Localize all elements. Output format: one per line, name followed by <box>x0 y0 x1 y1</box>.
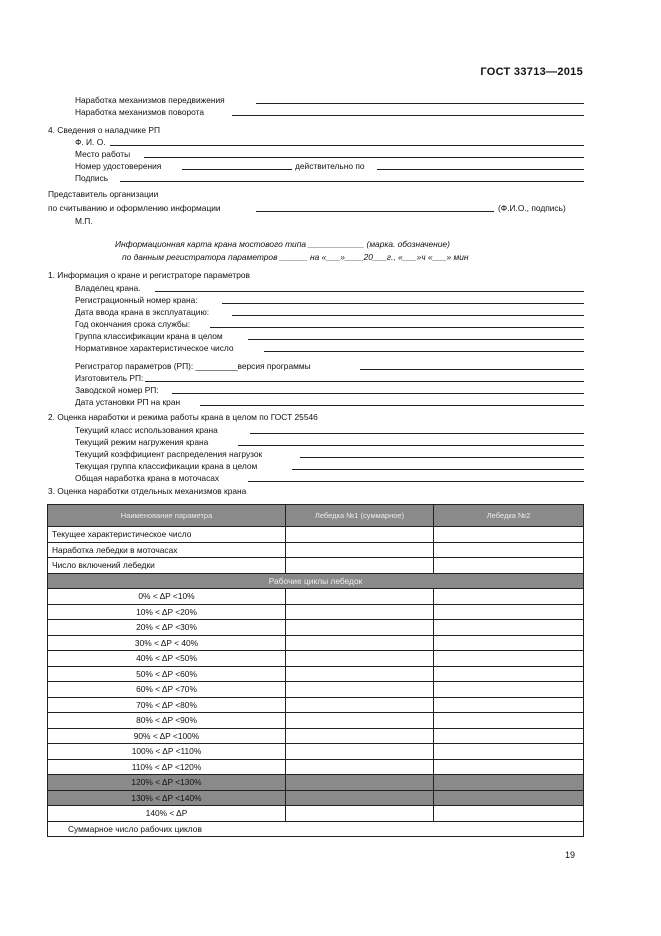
section3-title: 3. Оценка наработки отдельных механизмов крана <box>48 486 247 496</box>
table-row <box>48 728 584 744</box>
range-cell: 100% < ΔP <110% <box>48 744 286 760</box>
manufacturer-label: Изготовитель РП: <box>75 373 144 383</box>
table-total-row <box>48 821 584 837</box>
value-cell[interactable] <box>434 697 584 713</box>
end-year-label: Год окончания срока службы: <box>75 319 191 329</box>
value-cell[interactable] <box>434 759 584 775</box>
commission-date-label: Дата ввода крана в эксплуатацию: <box>75 307 210 317</box>
workplace-label: Место работы <box>75 149 131 159</box>
document-standard-header: ГОСТ 33713—2015 <box>480 66 583 78</box>
value-cell[interactable] <box>434 527 584 543</box>
rotation-hours-label: Наработка механизмов поворота <box>75 107 205 117</box>
range-cell: 30% < ΔP < 40% <box>48 635 286 651</box>
table-row <box>48 589 584 605</box>
representative-label: Представитель организации <box>48 189 159 199</box>
class-group-line <box>248 339 584 340</box>
owner-label: Владелец крана. <box>75 283 141 293</box>
value-cell[interactable] <box>434 558 584 574</box>
value-cell[interactable] <box>434 744 584 760</box>
seal-label: М.П. <box>75 216 93 226</box>
range-cell: 10% < ΔP <20% <box>48 604 286 620</box>
rotation-hours-line <box>232 115 584 116</box>
value-cell[interactable] <box>286 806 434 822</box>
program-version-line <box>360 369 584 370</box>
recorder-text: Регистратор параметров (РП): <box>75 361 196 371</box>
value-cell[interactable] <box>286 589 434 605</box>
commission-date-line <box>232 315 584 316</box>
value-cell[interactable] <box>434 651 584 667</box>
table-row <box>48 790 584 806</box>
current-class-group-label: Текущая группа классификации крана в целом <box>75 461 258 471</box>
fio-label: Ф. И. О. <box>75 137 106 147</box>
manufacturer-line <box>145 381 584 382</box>
reg-number-line <box>222 303 584 304</box>
range-cell: 120% < ΔP <130% <box>48 775 286 791</box>
value-cell[interactable] <box>286 713 434 729</box>
value-cell[interactable] <box>434 589 584 605</box>
info-card-subtitle: по данным регистратора параметров ______ на «___»____20___г., «___»ч «___» мин <box>122 252 469 262</box>
page-number: 19 <box>564 850 575 860</box>
reg-number-label: Регистрационный номер крана: <box>75 295 198 305</box>
table-row <box>48 542 584 558</box>
workplace-line <box>144 157 584 158</box>
cert-number-label: Номер удостоверения <box>75 161 162 171</box>
cert-number-line <box>182 169 292 170</box>
value-cell[interactable] <box>286 790 434 806</box>
section4-title: 4. Сведения о наладчике РП <box>48 125 160 135</box>
table-row <box>48 651 584 667</box>
representative-label-2: по считыванию и оформлению информации <box>48 203 221 213</box>
table-row <box>48 697 584 713</box>
travel-hours-label: Наработка механизмов передвижения <box>75 95 225 105</box>
header-winch1: Лебедка №1 (суммарное) <box>286 505 434 527</box>
end-year-line <box>210 327 584 328</box>
value-cell[interactable] <box>286 759 434 775</box>
value-cell[interactable] <box>434 666 584 682</box>
load-coef-line <box>300 457 584 458</box>
value-cell[interactable] <box>286 728 434 744</box>
value-cell[interactable] <box>434 604 584 620</box>
fio-line <box>110 145 584 146</box>
valid-until-label: действительно по <box>295 161 365 171</box>
mechanisms-table <box>47 504 584 837</box>
current-class-group-line <box>292 469 584 470</box>
signature-label: Подпись <box>75 173 109 183</box>
range-cell: 20% < ΔP <30% <box>48 620 286 636</box>
value-cell[interactable] <box>286 775 434 791</box>
value-cell[interactable] <box>286 527 434 543</box>
value-cell[interactable] <box>434 682 584 698</box>
value-cell[interactable] <box>434 728 584 744</box>
table-row <box>48 620 584 636</box>
value-cell[interactable] <box>434 790 584 806</box>
signature-line <box>120 181 584 182</box>
value-cell[interactable] <box>286 542 434 558</box>
value-cell[interactable] <box>286 558 434 574</box>
value-cell[interactable] <box>434 635 584 651</box>
load-mode-line <box>238 445 584 446</box>
param-cell: Текущее характеристическое число <box>48 527 286 543</box>
table-row <box>48 635 584 651</box>
serial-number-label: Заводской номер РП: <box>75 385 159 395</box>
param-cell: Наработка лебедки в моточасах <box>48 542 286 558</box>
value-cell[interactable] <box>434 713 584 729</box>
value-cell[interactable] <box>434 542 584 558</box>
total-cycles-label: Суммарное число рабочих циклов <box>48 821 584 837</box>
value-cell[interactable] <box>286 666 434 682</box>
class-group-label: Группа классификации крана в целом <box>75 331 223 341</box>
install-date-line <box>200 405 584 406</box>
param-cell: Число включений лебедки <box>48 558 286 574</box>
table-row <box>48 744 584 760</box>
value-cell[interactable] <box>434 806 584 822</box>
value-cell[interactable] <box>286 620 434 636</box>
value-cell[interactable] <box>434 775 584 791</box>
recorder-blank: _________ <box>195 361 238 371</box>
table-row <box>48 775 584 791</box>
serial-number-line <box>172 393 584 394</box>
range-cell: 0% < ΔP <10% <box>48 589 286 605</box>
header-winch2: Лебедка №2 <box>434 505 584 527</box>
table-row <box>48 604 584 620</box>
table-row <box>48 666 584 682</box>
norm-number-line <box>264 351 584 352</box>
table-header-row <box>48 505 584 527</box>
value-cell[interactable] <box>286 604 434 620</box>
load-coef-label: Текущий коэффициент распределения нагрузок <box>75 449 263 459</box>
value-cell[interactable] <box>434 620 584 636</box>
table-row <box>48 713 584 729</box>
load-mode-label: Текущий режим нагружения крана <box>75 437 209 447</box>
value-cell[interactable] <box>286 682 434 698</box>
cycles-section-header: Рабочие циклы лебедок <box>48 573 584 589</box>
table-row <box>48 527 584 543</box>
travel-hours-line <box>256 103 584 104</box>
table-row <box>48 682 584 698</box>
table-row <box>48 759 584 775</box>
value-cell[interactable] <box>286 697 434 713</box>
range-cell: 70% < ΔP <80% <box>48 697 286 713</box>
cycles-section-row <box>48 573 584 589</box>
range-cell: 140% < ΔP <box>48 806 286 822</box>
install-date-label: Дата установки РП на кран <box>75 397 181 407</box>
table-row <box>48 806 584 822</box>
owner-line <box>155 291 584 292</box>
program-version-label: версия программы <box>237 361 311 371</box>
value-cell[interactable] <box>286 651 434 667</box>
range-cell: 110% < ΔP <120% <box>48 759 286 775</box>
value-cell[interactable] <box>286 744 434 760</box>
section1-title: 1. Информация о кране и регистраторе параметров <box>48 270 250 280</box>
range-cell: 50% < ΔP <60% <box>48 666 286 682</box>
value-cell[interactable] <box>286 635 434 651</box>
range-cell: 60% < ΔP <70% <box>48 682 286 698</box>
norm-number-label: Нормативное характеристическое число <box>75 343 234 353</box>
range-cell: 80% < ΔP <90% <box>48 713 286 729</box>
range-cell: 40% < ΔP <50% <box>48 651 286 667</box>
info-card-title: Информационная карта крана мостового типа ____________ (маркa. обозначение) <box>115 239 450 249</box>
valid-until-line <box>377 169 584 170</box>
range-cell: 90% < ΔP <100% <box>48 728 286 744</box>
section2-title: 2. Оценка наработки и режима работы крана в целом по ГОСТ 25546 <box>48 412 318 422</box>
header-param: Наименование параметра <box>48 505 286 527</box>
usage-class-label: Текущий класс использования крана <box>75 425 218 435</box>
fio-sign-hint: (Ф.И.О., подпись) <box>498 203 566 213</box>
table-row <box>48 558 584 574</box>
recorder-label <box>75 361 311 371</box>
usage-class-line <box>250 433 584 434</box>
total-hours-label: Общая наработка крана в моточасах <box>75 473 220 483</box>
representative-line <box>256 211 494 212</box>
total-hours-line <box>248 481 584 482</box>
range-cell: 130% < ΔP <140% <box>48 790 286 806</box>
